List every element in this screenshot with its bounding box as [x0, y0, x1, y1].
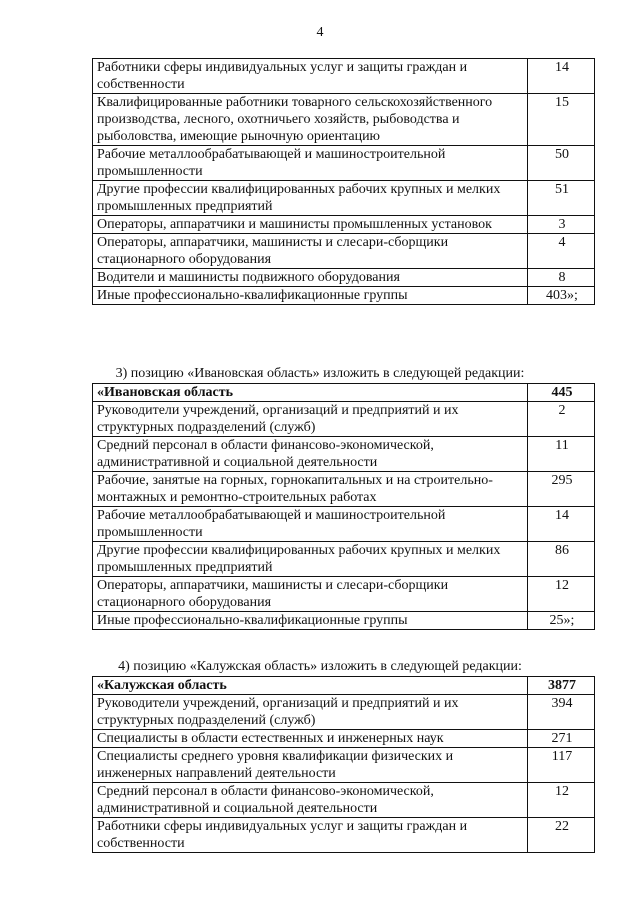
table-kaluga [92, 676, 595, 853]
row-value: 3 [528, 216, 595, 234]
region-name: «Ивановская область [93, 384, 528, 402]
amendment-paragraph-3: 3) позицию «Ивановская область» изложить в следующей редакции: [115, 366, 525, 381]
row-value: 51 [528, 181, 595, 216]
table-ivanovo [92, 383, 595, 630]
table-row [93, 748, 595, 783]
table-continuation [92, 58, 595, 305]
row-name: Рабочие, занятые на горных, горнокапитальных и на строительно-монтажных и ремонтно-строительных работах [93, 472, 528, 507]
row-value: 50 [528, 146, 595, 181]
row-name: Операторы, аппаратчики и машинисты промышленных установок [93, 216, 528, 234]
amendment-paragraph-4: 4) позицию «Калужская область» изложить в следующей редакции: [118, 659, 522, 674]
row-value: 2 [528, 402, 595, 437]
row-value: 271 [528, 730, 595, 748]
row-name: Операторы, аппаратчики, машинисты и слесари-сборщики стационарного оборудования [93, 577, 528, 612]
row-name: Операторы, аппаратчики, машинисты и слесари-сборщики стационарного оборудования [93, 234, 528, 269]
row-value: 4 [528, 234, 595, 269]
row-value: 14 [528, 507, 595, 542]
table-row [93, 146, 595, 181]
row-value: 403»; [528, 287, 595, 305]
table-header-row [93, 384, 595, 402]
table-row [93, 577, 595, 612]
table-header-row [93, 677, 595, 695]
row-name: Специалисты среднего уровня квалификации физических и инженерных направлений деятельности [93, 748, 528, 783]
table-row [93, 612, 595, 630]
row-name: Средний персонал в области финансово-экономической, административной и социальной деятельности [93, 783, 528, 818]
table-row [93, 507, 595, 542]
table-row [93, 287, 595, 305]
table-row [93, 472, 595, 507]
row-value: 117 [528, 748, 595, 783]
row-name: Руководители учреждений, организаций и предприятий и их структурных подразделений (служб) [93, 695, 528, 730]
table-row [93, 695, 595, 730]
row-name: Иные профессионально-квалификационные группы [93, 612, 528, 630]
row-name: Иные профессионально-квалификационные группы [93, 287, 528, 305]
table-row [93, 234, 595, 269]
row-value: 25»; [528, 612, 595, 630]
row-value: 22 [528, 818, 595, 853]
row-name: Другие профессии квалифицированных рабочих крупных и мелких промышленных предприятий [93, 181, 528, 216]
row-name: Работники сферы индивидуальных услуг и защиты граждан и собственности [93, 59, 528, 94]
row-name: Другие профессии квалифицированных рабочих крупных и мелких промышленных предприятий [93, 542, 528, 577]
row-value: 12 [528, 783, 595, 818]
row-value: 14 [528, 59, 595, 94]
row-name: Рабочие металлообрабатывающей и машиностроительной промышленности [93, 507, 528, 542]
region-total: 445 [528, 384, 595, 402]
table-row [93, 216, 595, 234]
row-name: Средний персонал в области финансово-экономической, административной и социальной деятельности [93, 437, 528, 472]
row-name: Водители и машинисты подвижного оборудования [93, 269, 528, 287]
row-value: 12 [528, 577, 595, 612]
table-row [93, 59, 595, 94]
table-row [93, 269, 595, 287]
region-name: «Калужская область [93, 677, 528, 695]
row-value: 11 [528, 437, 595, 472]
table-row [93, 437, 595, 472]
table-row [93, 402, 595, 437]
row-value: 295 [528, 472, 595, 507]
table-row [93, 542, 595, 577]
row-value: 86 [528, 542, 595, 577]
row-name: Рабочие металлообрабатывающей и машиностроительной промышленности [93, 146, 528, 181]
table-row [93, 730, 595, 748]
row-name: Специалисты в области естественных и инженерных наук [93, 730, 528, 748]
row-name: Работники сферы индивидуальных услуг и защиты граждан и собственности [93, 818, 528, 853]
row-name: Квалифицированные работники товарного сельскохозяйственного производства, лесного, охотничьего хозяйств, рыбоводства и рыболовства, имеющие рыночную ориентацию [93, 94, 528, 146]
table-row [93, 181, 595, 216]
row-value: 15 [528, 94, 595, 146]
table-row [93, 783, 595, 818]
page-number: 4 [316, 25, 324, 40]
region-total: 3877 [528, 677, 595, 695]
table-row [93, 818, 595, 853]
row-name: Руководители учреждений, организаций и предприятий и их структурных подразделений (служб) [93, 402, 528, 437]
row-value: 8 [528, 269, 595, 287]
table-row [93, 94, 595, 146]
row-value: 394 [528, 695, 595, 730]
